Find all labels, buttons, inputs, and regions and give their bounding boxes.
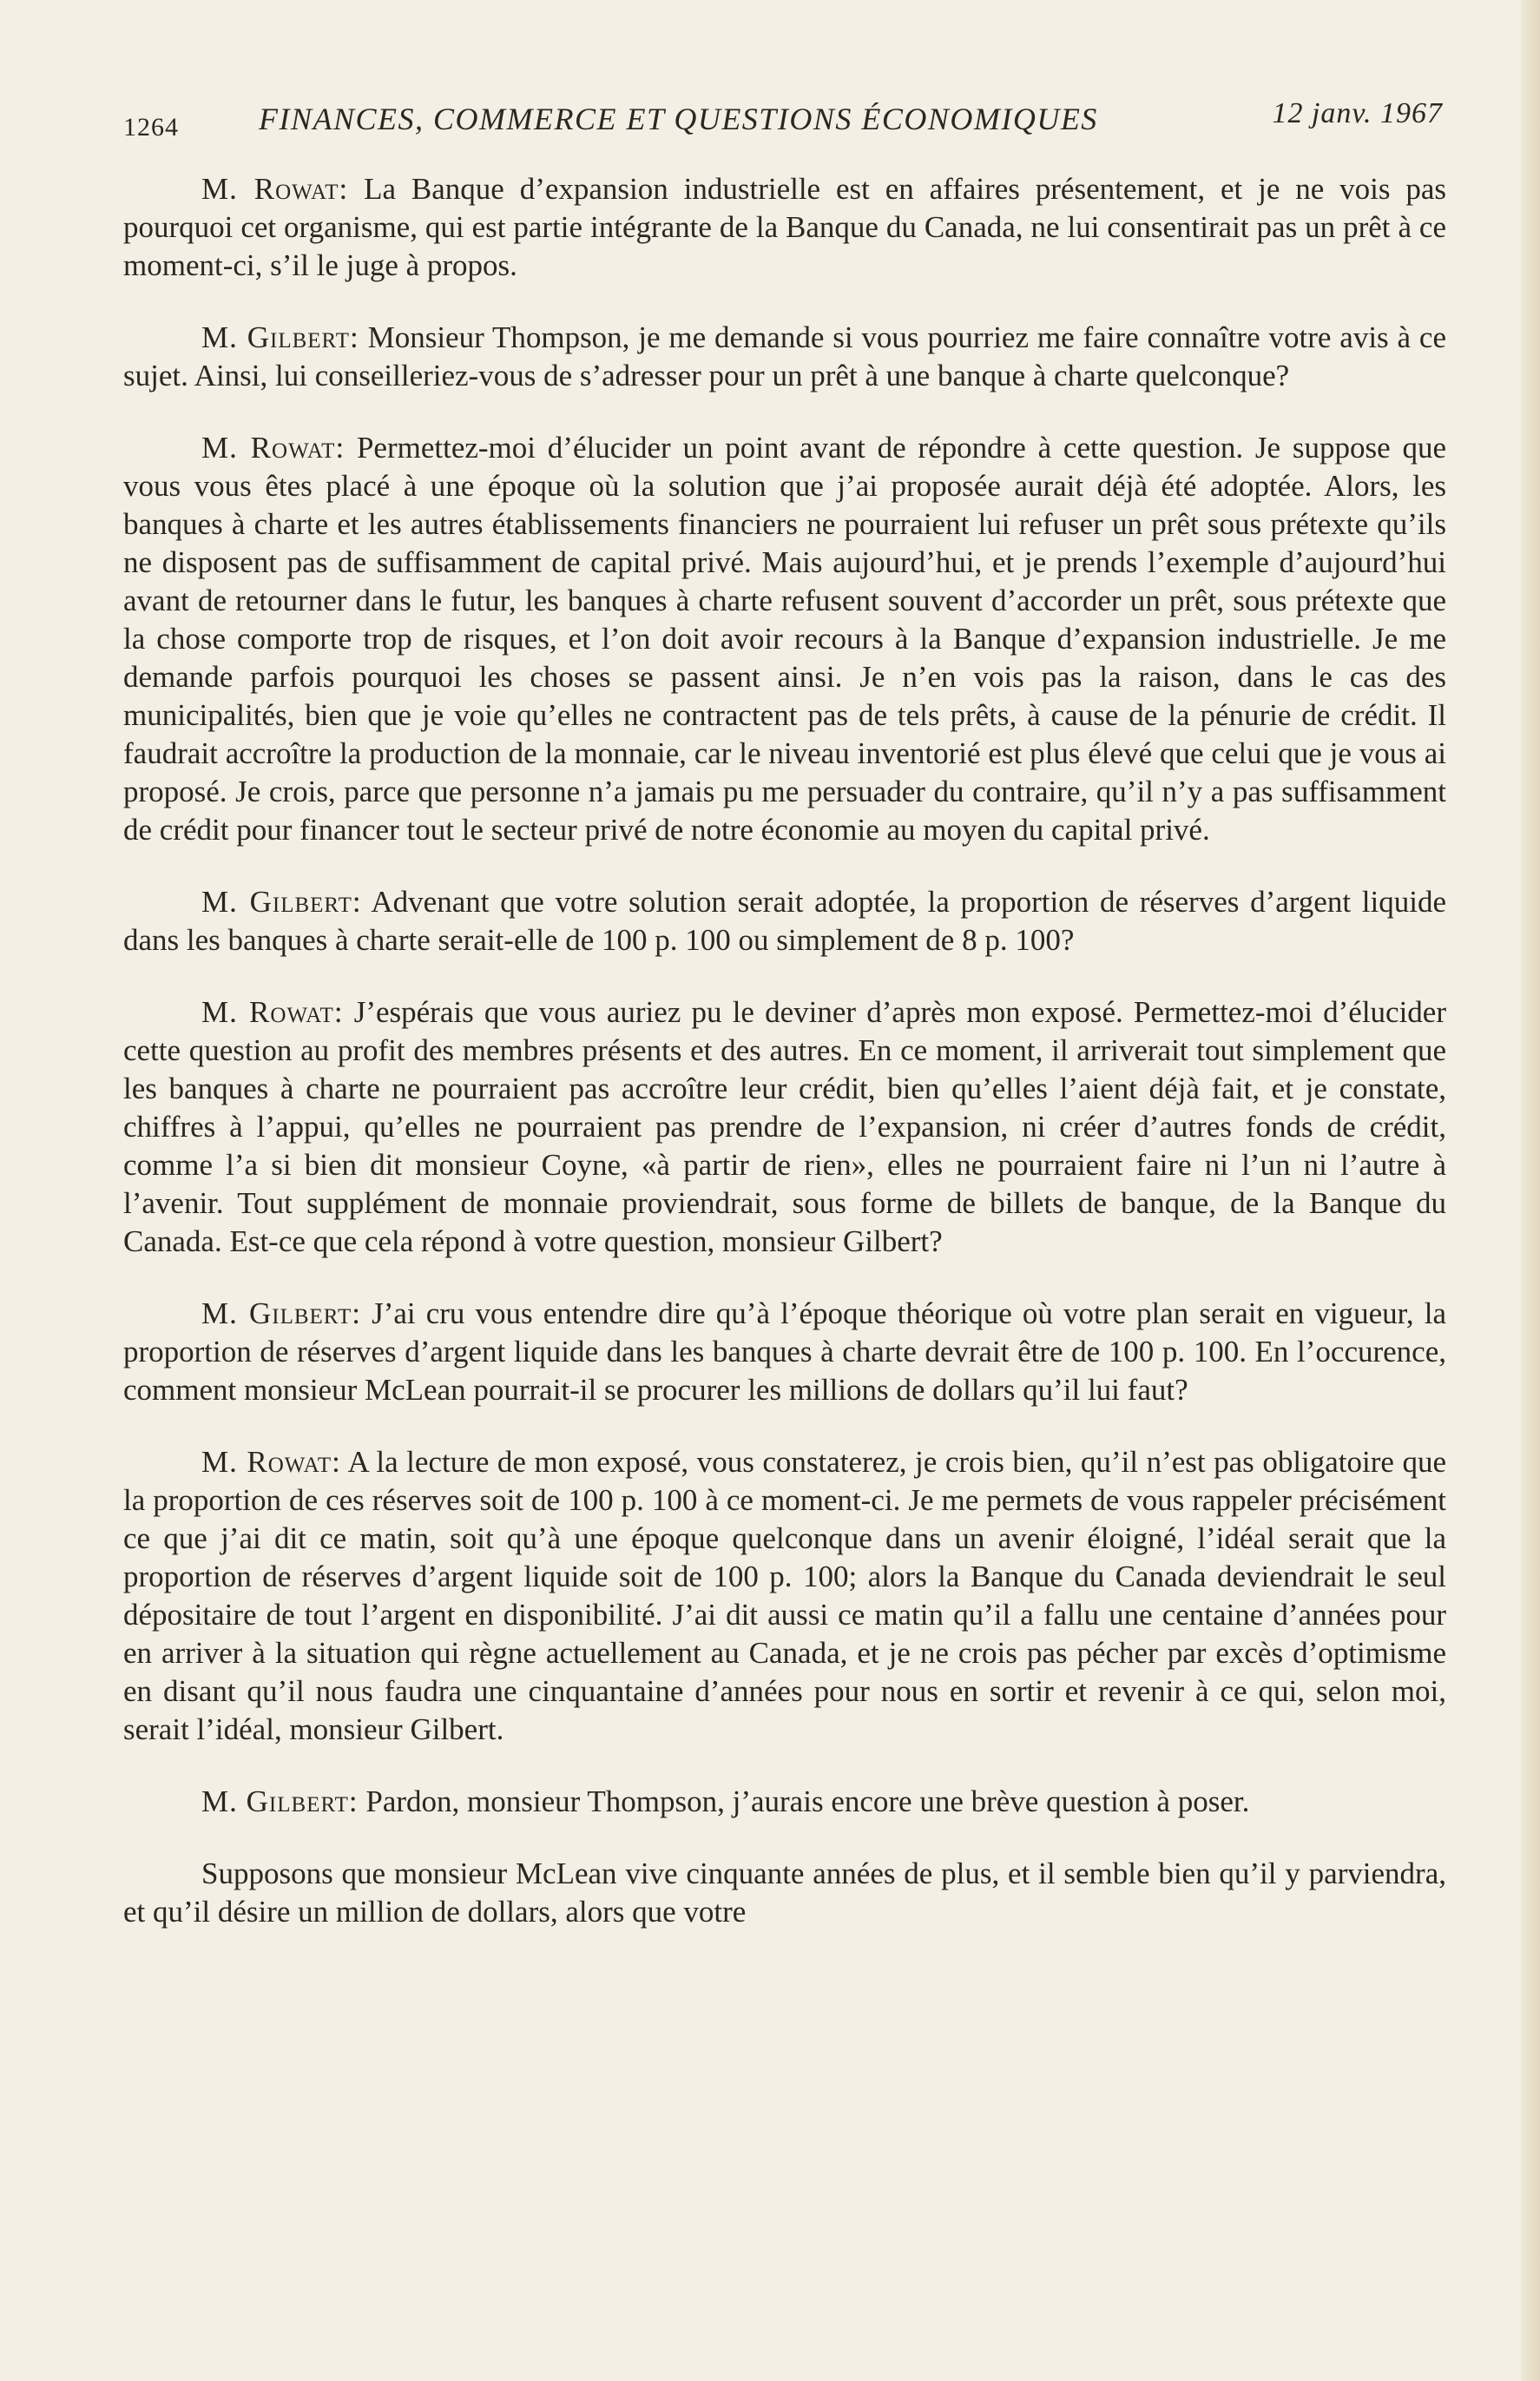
paragraph-text: Pardon, monsieur Thompson, j’aurais encore une brève question à poser. (365, 1784, 1250, 1818)
paragraph-text: J’espérais que vous auriez pu le deviner d’après mon exposé. Permettez-moi d’élucider cette question au profit des membres présents et des autres. En ce moment, il arriverait tout simplement que les banques à charte ne pourraient pas accroître leur crédit, bien qu’elles l’aient déjà fait, et je constate, chiffres à l’appui, qu’elles ne pourraient pas prendre de l’expansion, ni créer d’autres fonds de crédit, comme l’a si bien dit monsieur Coyne, «à partir de rien», elles ne pourraient faire ni l’un ni l’autre à l’avenir. Tout supplément de monnaie proviendrait, sous forme de billets de banque, de la Banque du Canada. Est-ce que cela répond à votre question, monsieur Gilbert? (123, 995, 1446, 1258)
speaker-label: M. Rowat: (201, 995, 344, 1029)
paragraph-rowat-2 (123, 429, 1446, 849)
speaker-label: M. Gilbert: (201, 1296, 361, 1330)
speaker-label: M. Rowat: (201, 172, 349, 206)
paragraph-rowat-4 (123, 1443, 1446, 1749)
paragraph-text: Permettez-moi d’élucider un point avant de répondre à cette question. Je suppose que vous vous êtes placé à une époque où la solution que j’ai proposée aurait déjà été adoptée. Alors, les banques à charte et les autres établissements financiers ne pourraient lui refuser un prêt sous prétexte qu’ils ne disposent pas de suffisamment de capital privé. Mais aujourd’hui, et je prends l’exemple d’aujourd’hui avant de retourner dans le futur, les banques à charte refusent souvent d’accorder un prêt, sous prétexte que la chose comporte trop de risques, et l’on doit avoir recours à la Banque d’expansion industrielle. Je me demande parfois pourquoi les choses se passent ainsi. Je n’en vois pas la raison, dans le cas des municipalités, bien que je voie qu’elles ne contractent pas de tels prêts, à cause de la pénurie de crédit. Il faudrait accroître la production de la monnaie, car le niveau inventorié est plus élevé que celui que je vous ai proposé. Je crois, parce que personne n’a jamais pu me persuader du contraire, qu’il n’y a pas suffisamment de crédit pour financer tout le secteur privé de notre économie au moyen du capital privé. (123, 431, 1446, 847)
speaker-label: M. Gilbert: (201, 1784, 359, 1818)
paragraph-text: J’ai cru vous entendre dire qu’à l’époque théorique où votre plan serait en vigueur, la proportion de réserves d’argent liquide dans les banques à charte devrait être de 100 p. 100. En l’occurence, comment monsieur McLean pourrait-il se procurer les millions de dollars qu’il lui faut? (123, 1296, 1447, 1407)
paragraph-gilbert-2 (123, 883, 1446, 960)
speaker-label: M. Gilbert: (201, 885, 362, 919)
paragraph-text: Monsieur Thompson, je me demande si vous pourriez me faire connaître votre avis à ce sujet. Ainsi, lui conseilleriez-vous de s’adresser pour un prêt à une banque à charte quelconque? (123, 320, 1446, 392)
paragraph-text: Supposons que monsieur McLean vive cinquante années de plus, et il semble bien qu’il y parviendra, et qu’il désire un million de dollars, alors que votre (123, 1857, 1446, 1929)
paragraph-text: La Banque d’expansion industrielle est en affaires présentement, et je ne vois pas pourquoi cet organisme, qui est partie intégrante de la Banque du Canada, ne lui consentirait pas un prêt à ce moment-ci, s’il le juge à propos. (123, 172, 1447, 282)
paragraph-rowat-1 (123, 170, 1446, 285)
paragraph-gilbert-4 (123, 1783, 1446, 1821)
transcript-body (123, 170, 1446, 1931)
paragraph-gilbert-5 (123, 1855, 1446, 1931)
page-edge (1521, 0, 1540, 2381)
speaker-label: M. Rowat: (201, 431, 346, 465)
speaker-label: M. Rowat: (201, 1445, 341, 1479)
paragraph-text: A la lecture de mon exposé, vous constaterez, je crois bien, qu’il n’est pas obligatoire que la proportion de ces réserves soit de 100 p. 100 à ce moment-ci. Je me permets de vous rappeler précisément ce que j’ai dit ce matin, soit qu’à une époque quelconque dans un avenir éloigné, l’idéal serait que la proportion de réserves d’argent liquide soit de 100 p. 100; alors la Banque du Canada deviendrait le seul dépositaire de tout l’argent en disponibilité. J’ai dit aussi ce matin qu’il a fallu une centaine d’années pour en arriver à la situation qui règne actuellement au Canada, et je ne crois pas pécher par excès d’optimisme en disant qu’il nous faudra une cinquantaine d’années pour nous en sortir et revenir à ce qui, selon moi, serait l’idéal, monsieur Gilbert. (123, 1445, 1446, 1746)
paragraph-gilbert-3 (123, 1295, 1446, 1409)
page-number: 1264 (123, 113, 179, 142)
page-header (123, 97, 1443, 149)
running-title: FINANCES, COMMERCE ET QUESTIONS ÉCONOMIQUES (259, 102, 1098, 136)
paragraph-gilbert-1 (123, 319, 1446, 395)
paragraph-rowat-3 (123, 993, 1446, 1261)
header-date: 12 janv. 1967 (1272, 97, 1443, 129)
speaker-label: M. Gilbert: (201, 320, 359, 354)
paragraph-text: Advenant que votre solution serait adoptée, la proportion de réserves d’argent liquide dans les banques à charte serait-elle de 100 p. 100 ou simplement de 8 p. 100? (123, 885, 1447, 957)
